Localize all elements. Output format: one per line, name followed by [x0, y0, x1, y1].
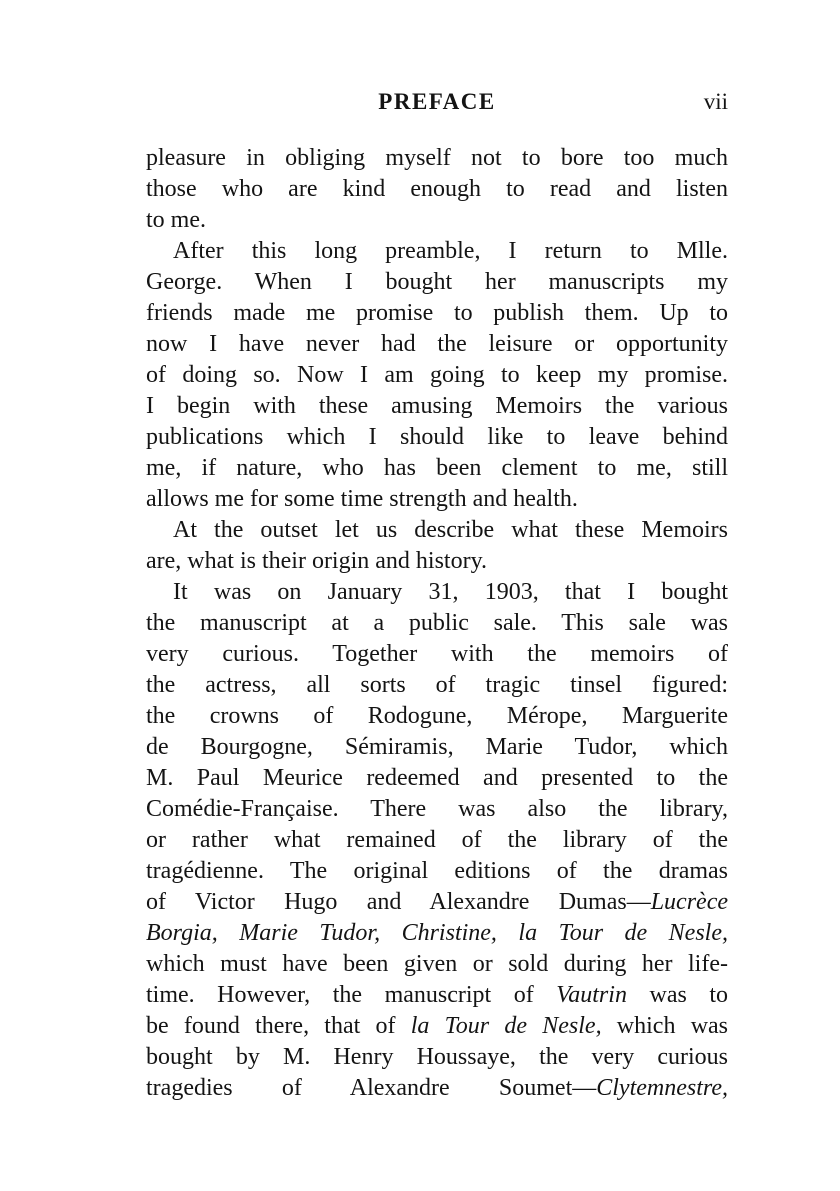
text-line: the crowns of Rodogune, Mérope, Marguerite: [146, 703, 728, 729]
page-number: vii: [703, 89, 728, 114]
text-line: [146, 980, 728, 1011]
text-line: [146, 1073, 728, 1104]
text-run: be found there, that of: [146, 1013, 411, 1039]
text-line: tragédienne. The original editions of the dramas: [146, 858, 728, 884]
text-line: or rather what remained of the library of the: [146, 827, 728, 853]
text-line: me, if nature, who has been clement to me, still: [146, 455, 728, 481]
text-line: the actress, all sorts of tragic tinsel figured:: [146, 672, 728, 698]
text-line: very curious. Together with the memoirs of: [146, 641, 728, 667]
text-line: allows me for some time strength and health.: [146, 486, 578, 512]
text-line: After this long preamble, I return to Mlle.: [173, 238, 728, 264]
text-run: time. However, the manuscript of: [146, 982, 557, 1008]
italic-title: la Tour de Nesle,: [410, 1013, 602, 1039]
running-head: [146, 88, 728, 120]
text-line: now I have never had the leisure or opportunity: [146, 331, 728, 357]
text-line: I begin with these amusing Memoirs the various: [146, 393, 728, 419]
text-line: friends made me promise to publish them. Up to: [146, 300, 728, 326]
text-line: M. Paul Meurice redeemed and presented to the: [146, 765, 728, 791]
text-line: de Bourgogne, Sémiramis, Marie Tudor, which: [146, 734, 728, 760]
italic-title: Clytemnestre,: [596, 1075, 728, 1101]
page-title: PREFACE: [378, 89, 496, 114]
italic-title: Borgia, Marie Tudor, Christine, la Tour de Nesle,: [146, 920, 728, 946]
text-run: was to: [626, 982, 729, 1008]
text-line: to me.: [146, 207, 206, 233]
text-line: George. When I bought her manuscripts my: [146, 269, 728, 295]
text-line: It was on January 31, 1903, that I bought: [173, 579, 728, 605]
text-line: of doing so. Now I am going to keep my promise.: [146, 362, 728, 388]
text-line: are, what is their origin and history.: [146, 548, 488, 574]
text-line: publications which I should like to leave behind: [146, 424, 728, 450]
text-line: pleasure in obliging myself not to bore too much: [146, 145, 728, 171]
text-line: those who are kind enough to read and listen: [146, 176, 728, 202]
text-line: [146, 887, 728, 918]
text-line: bought by M. Henry Houssaye, the very curious: [146, 1044, 728, 1070]
text-line: [146, 918, 728, 949]
italic-title: Vautrin: [556, 982, 627, 1008]
text-line: Comédie-Française. There was also the library,: [146, 796, 728, 822]
text-line: At the outset let us describe what these Memoirs: [173, 517, 728, 543]
text-line: which must have been given or sold during her life-: [146, 951, 728, 977]
text-run: tragedies of Alexandre Soumet—: [146, 1075, 597, 1101]
text-line: the manuscript at a public sale. This sale was: [146, 610, 728, 636]
text-run: which was: [601, 1013, 729, 1039]
text-run: of Victor Hugo and Alexandre Dumas—: [146, 889, 651, 915]
text-line: [146, 1011, 728, 1042]
body-text: [146, 143, 728, 1104]
italic-title: Lucrèce: [650, 889, 728, 915]
